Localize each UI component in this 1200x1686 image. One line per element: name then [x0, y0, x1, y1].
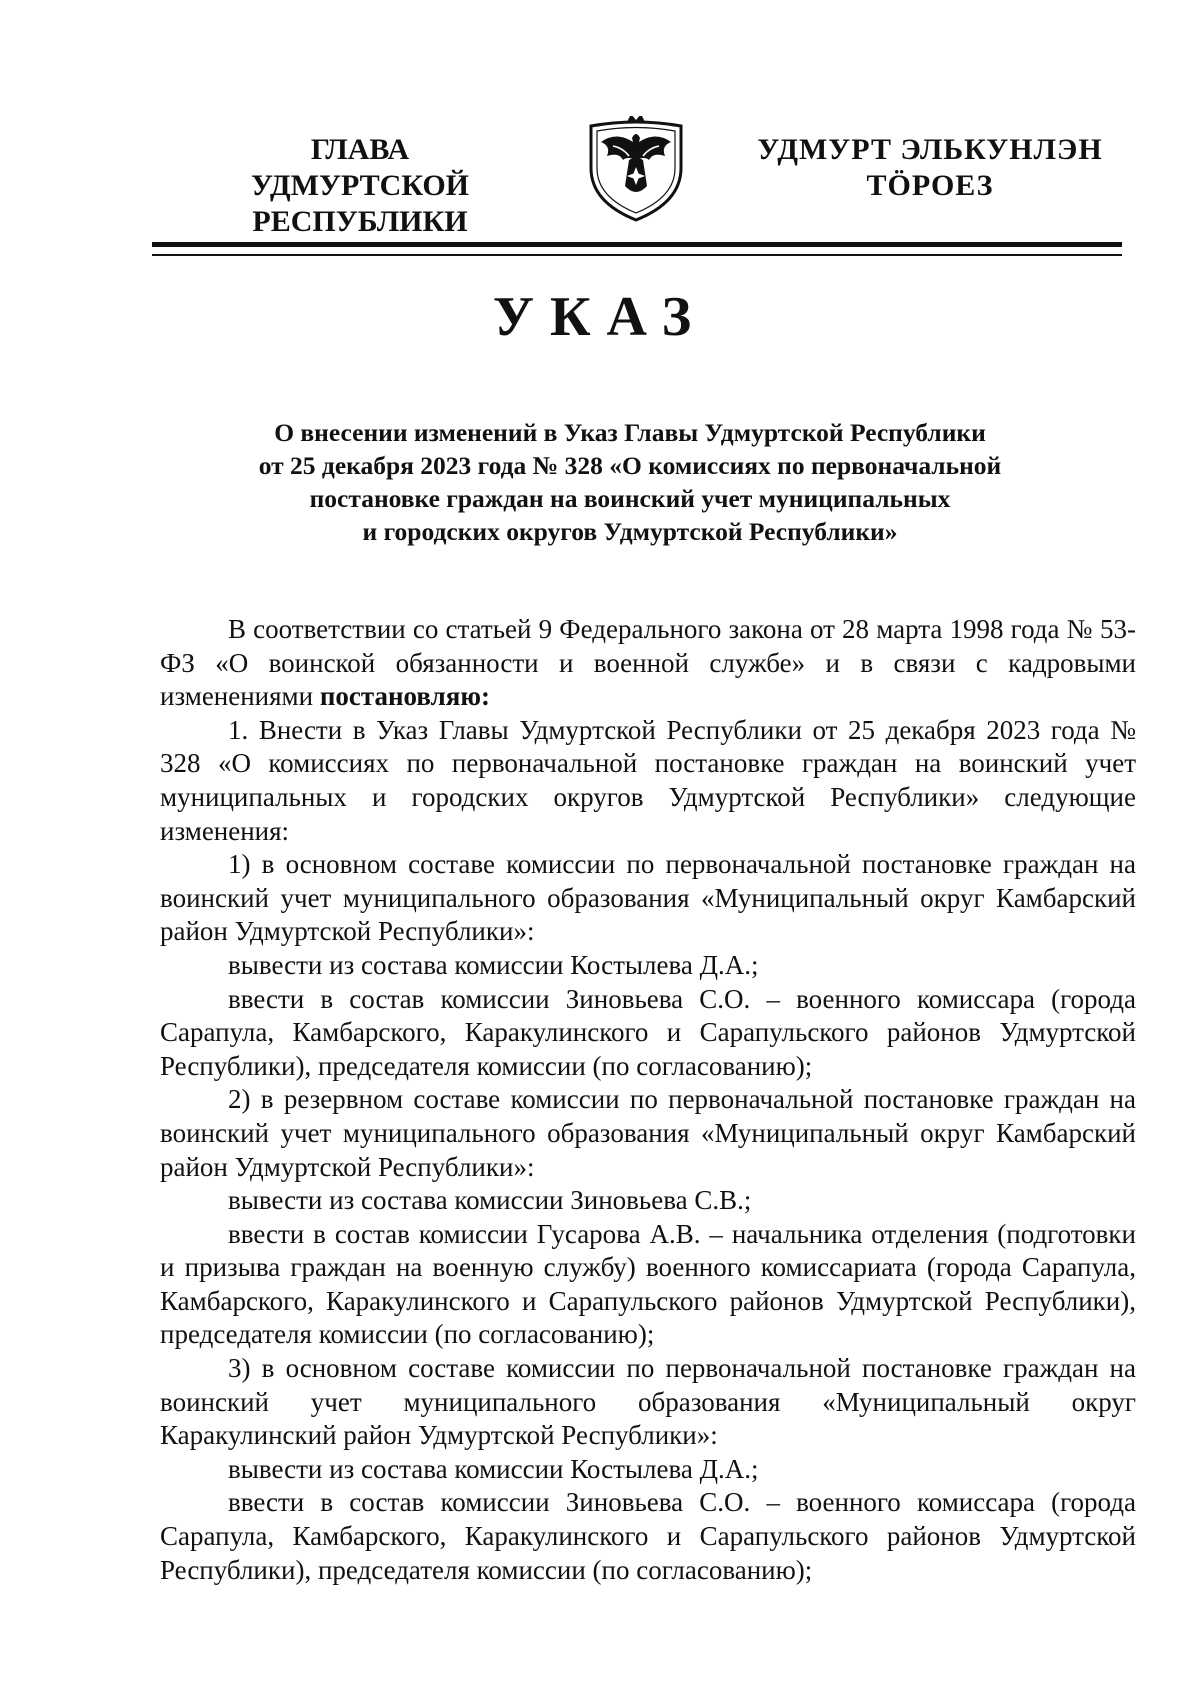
header-divider-thick	[152, 242, 1122, 247]
title-line: от 25 декабря 2023 года № 328 «О комиссиях по первоначальной	[258, 451, 1002, 480]
body-paragraph: 3) в основном составе комиссии по первоначальной постановке граждан на воинский учет муниципального образования «Муниципальный округ Каракулинский район Удмуртской Республики»:	[160, 1353, 1136, 1451]
coat-of-arms-emblem	[577, 116, 695, 224]
body-paragraph: вывести из состава комиссии Зиновьева С.В.;	[228, 1185, 752, 1216]
document-body	[160, 613, 1136, 1587]
authority-name-line: ТӦРОЕЗ	[866, 169, 994, 202]
authority-name-udmurt	[740, 132, 1120, 204]
body-paragraph: вывести из состава комиссии Костылева Д.А.;	[228, 1453, 759, 1484]
body-paragraph: 1. Внести в Указ Главы Удмуртской Республики от 25 декабря 2023 года № 328 «О комиссиях по первоначальной постановке граждан на воинский учет муниципальных и городских округов Удмуртской Республики» следующие изменения:	[160, 714, 1136, 846]
preamble-paragraph	[160, 613, 1136, 714]
authority-name-line: УДМУРТСКОЙ РЕСПУБЛИКИ	[251, 169, 469, 238]
authority-name-line: ГЛАВА	[310, 133, 410, 166]
body-paragraph: ввести в состав комиссии Зиновьева С.О. – военного комиссара (города Сарапула, Камбарского, Каракулинского и Сарапульского районов Удмуртской Республики), председателя комиссии (по согласованию);	[160, 983, 1136, 1081]
body-paragraph: ввести в состав комиссии Зиновьева С.О. – военного комиссара (города Сарапула, Камбарского, Каракулинского и Сарапульского районов Удмуртской Республики), председателя комиссии (по согласованию);	[160, 1487, 1136, 1585]
title-line: и городских округов Удмуртской Республики»	[362, 517, 898, 546]
body-paragraph: 2) в резервном составе комиссии по первоначальной постановке граждан на воинский учет муниципального образования «Муниципальный округ Камбарский район Удмуртской Республики»:	[160, 1084, 1136, 1182]
title-line: постановке граждан на воинский учет муниципальных	[309, 484, 951, 513]
body-paragraph: ввести в состав комиссии Гусарова А.В. – начальника отделения (подготовки и призыва граждан на военную службу) военного комиссариата (города Сарапула, Камбарского, Каракулинского и Сарапульского районов Удмуртской Республики), председателя комиссии (по согласованию);	[160, 1218, 1136, 1350]
authority-name-russian	[150, 132, 570, 240]
preamble-colon: :	[480, 681, 490, 712]
body-paragraph: 1) в основном составе комиссии по первоначальной постановке граждан на воинский учет муниципального образования «Муниципальный округ Камбарский район Удмуртской Республики»:	[160, 849, 1136, 947]
body-paragraph: вывести из состава комиссии Костылева Д.А.;	[228, 949, 759, 980]
preamble-text: В соответствии со статьей 9 Федерального закона от 28 марта 1998 года № 53-ФЗ «О воинской обязанности и военной службе» и в связи с кадровыми изменениями	[160, 614, 1136, 712]
document-header	[0, 116, 1200, 238]
title-line: О внесении изменений в Указ Главы Удмуртской Республики	[274, 418, 986, 447]
document-type-heading: УКАЗ	[492, 286, 708, 348]
document-title	[180, 416, 1080, 548]
header-divider-thin	[152, 254, 1122, 256]
authority-name-line: УДМУРТ ЭЛЬКУНЛЭН	[757, 133, 1103, 166]
preamble-operative-word: постановляю	[319, 681, 481, 712]
